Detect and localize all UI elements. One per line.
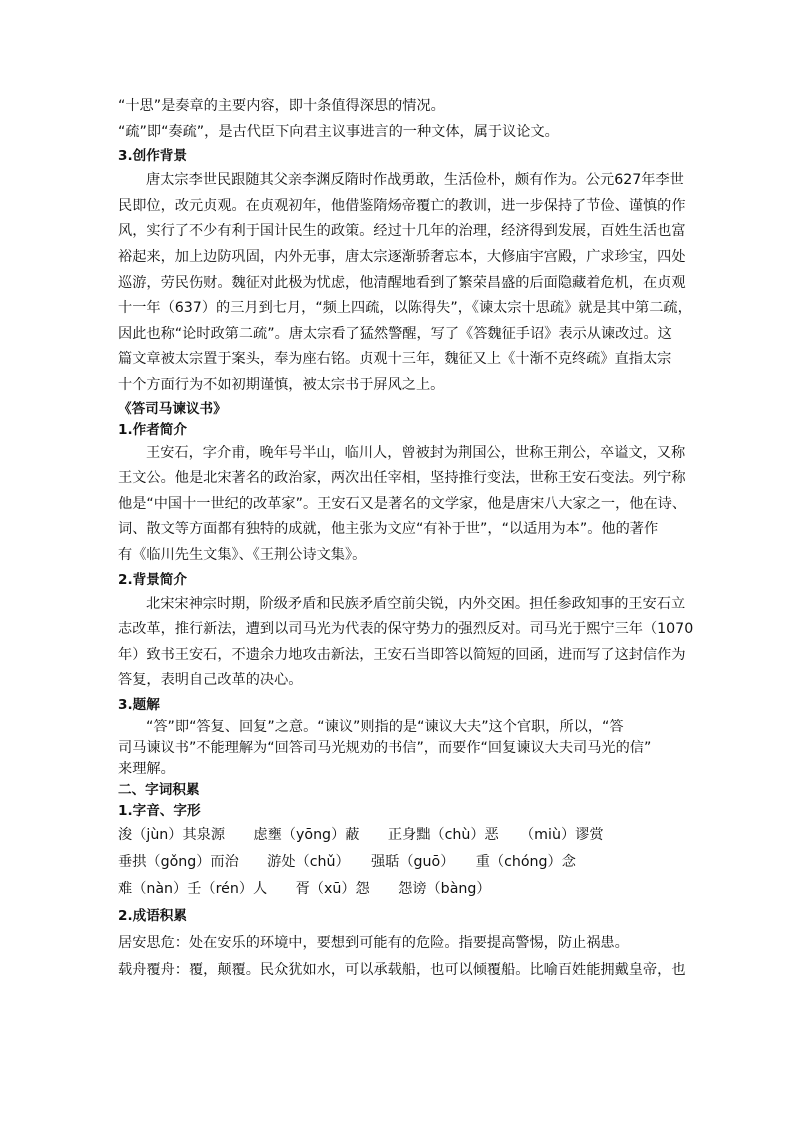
shisi-paragraph: “十思”是奏章的主要内容，即十条值得深思的情况。 [118,98,445,114]
pronunciation-row: 垂拱（gǒng）而治 游处（chǔ） 强聒（guō） 重（chóng）念 [118,853,576,870]
text-line: 有《临川先生文集》、《王荆公诗文集》。 [118,546,367,563]
author-intro-heading: 1.作者简介 [118,421,187,438]
pronunciation-row: 浚（jùn）其泉源 虑壅（yōng）蔽 正身黜（chù）恶 （miù）谬赏 [118,826,604,843]
text-line: 唐太宗李世民跟随其父亲李渊反隋时作战勇敢，生活俭朴，颇有作为。公元627年李世 [146,172,684,189]
idiom-heading: 2.成语积累 [118,907,187,924]
text-line: “答”即“答复、回复”之意。“谏议”则指的是“谏议大夫”这个官职，所以，“答 [146,718,624,735]
idiom-list [118,930,686,984]
text-line: 民即位，改元贞观。在贞观初年，他借鉴隋炀帝覆亡的教训，进一步保持了节俭、谨慎的作 [118,197,686,214]
text-line: 篇文章被太宗置于案头，奉为座右铭。贞观十三年，魏征又上《十渐不克终疏》直指太宗 [118,351,672,368]
background-intro-paragraph [118,592,694,694]
title-explanation-heading: 3.题解 [118,696,160,713]
text-line: 巡游，劳民伤财。魏征对此极为忧虑，他清醒地看到了繁荣昌盛的后面隐藏着危机，在贞观 [118,274,686,291]
pronunciation-list [118,822,680,903]
text-line: 词、散文等方面都有独特的成就，他主张为文应“有补于世”，“以适用为本”。他的著作 [118,521,659,538]
text-line: 司马谏议书”不能理解为“回答司马光规劝的书信”，而要作“回复谏议大夫司马光的信” [118,739,652,756]
pronunciation-heading: 1.字音、字形 [118,802,201,819]
section-two-heading: 二、字词积累 [118,781,200,798]
idiom-item: 载舟覆舟：覆，颠覆。民众犹如水，可以承载船，也可以倾覆船。比喻百姓能拥戴皇帝，也 [118,961,686,978]
idiom-item: 居安思危：处在安乐的环境中，要想到可能有的危险。指要提高警惕，防止祸患。 [118,934,629,951]
text-line: 志改革，推行新法，遭到以司马光为代表的保守势力的强烈反对。司马光于熙宁三年（1070 [118,621,694,638]
creation-background-heading: 3.创作背景 [118,148,187,165]
text-line: 王安石，字介甫，晚年号半山，临川人，曾被封为荆国公，世称王荆公，卒谥文，又称 [146,444,686,461]
text-line: 裕起来，加上边防巩固，内外无事，唐太宗逐渐骄奢忘本，大修庙宇宫殿，广求珍宝，四处 [118,248,686,265]
document-body [118,94,694,984]
title-explanation-paragraph [118,717,680,780]
text-line: 风，实行了不少有利于国计民生的政策。经过十几年的治理，经济得到发展，百姓生活也富 [118,223,686,240]
shu-paragraph: “疏”即“奏疏”，是古代臣下向君主议事进言的一种文体，属于议论文。 [118,123,559,140]
text-line: 年）致书王安石，不遗余力地攻击新法，王安石当即答以简短的回函，进而写了这封信作为 [118,646,686,663]
text-line: 王文公。他是北宋著名的政治家，两次出任宰相，坚持推行变法，世称王安石变法。列宁称 [118,470,686,487]
author-intro-paragraph [118,441,687,569]
text-line: 因此也称“论时政第二疏”。唐太宗看了猛然警醒，写了《答魏征手诏》表示从谏改过。这 [118,325,672,342]
pronunciation-row: 难（nàn）壬（rén）人 胥（xū）怨 怨谤（bàng） [118,880,491,897]
essay-title-heading: 《答司马谏议书》 [118,400,227,417]
text-line: 答复，表明自己改革的决心。 [118,672,303,689]
text-line: 北宋宋神宗时期，阶级矛盾和民族矛盾空前尖锐，内外交困。担任参政知事的王安石立 [146,595,686,612]
text-line: 来理解。 [118,760,175,777]
creation-background-paragraph [118,168,692,398]
text-line: 十个方面行为不如初期谨慎，被太宗书于屏风之上。 [118,376,445,393]
text-line: 他是“中国十一世纪的改革家”。王安石又是著名的文学家，他是唐宋八大家之一，他在诗、 [118,495,687,512]
background-intro-heading: 2.背景简介 [118,571,187,588]
text-line: 十一年（637）的三月到七月，“频上四疏，以陈得失”，《谏太宗十思疏》就是其中第二疏， [118,300,692,317]
